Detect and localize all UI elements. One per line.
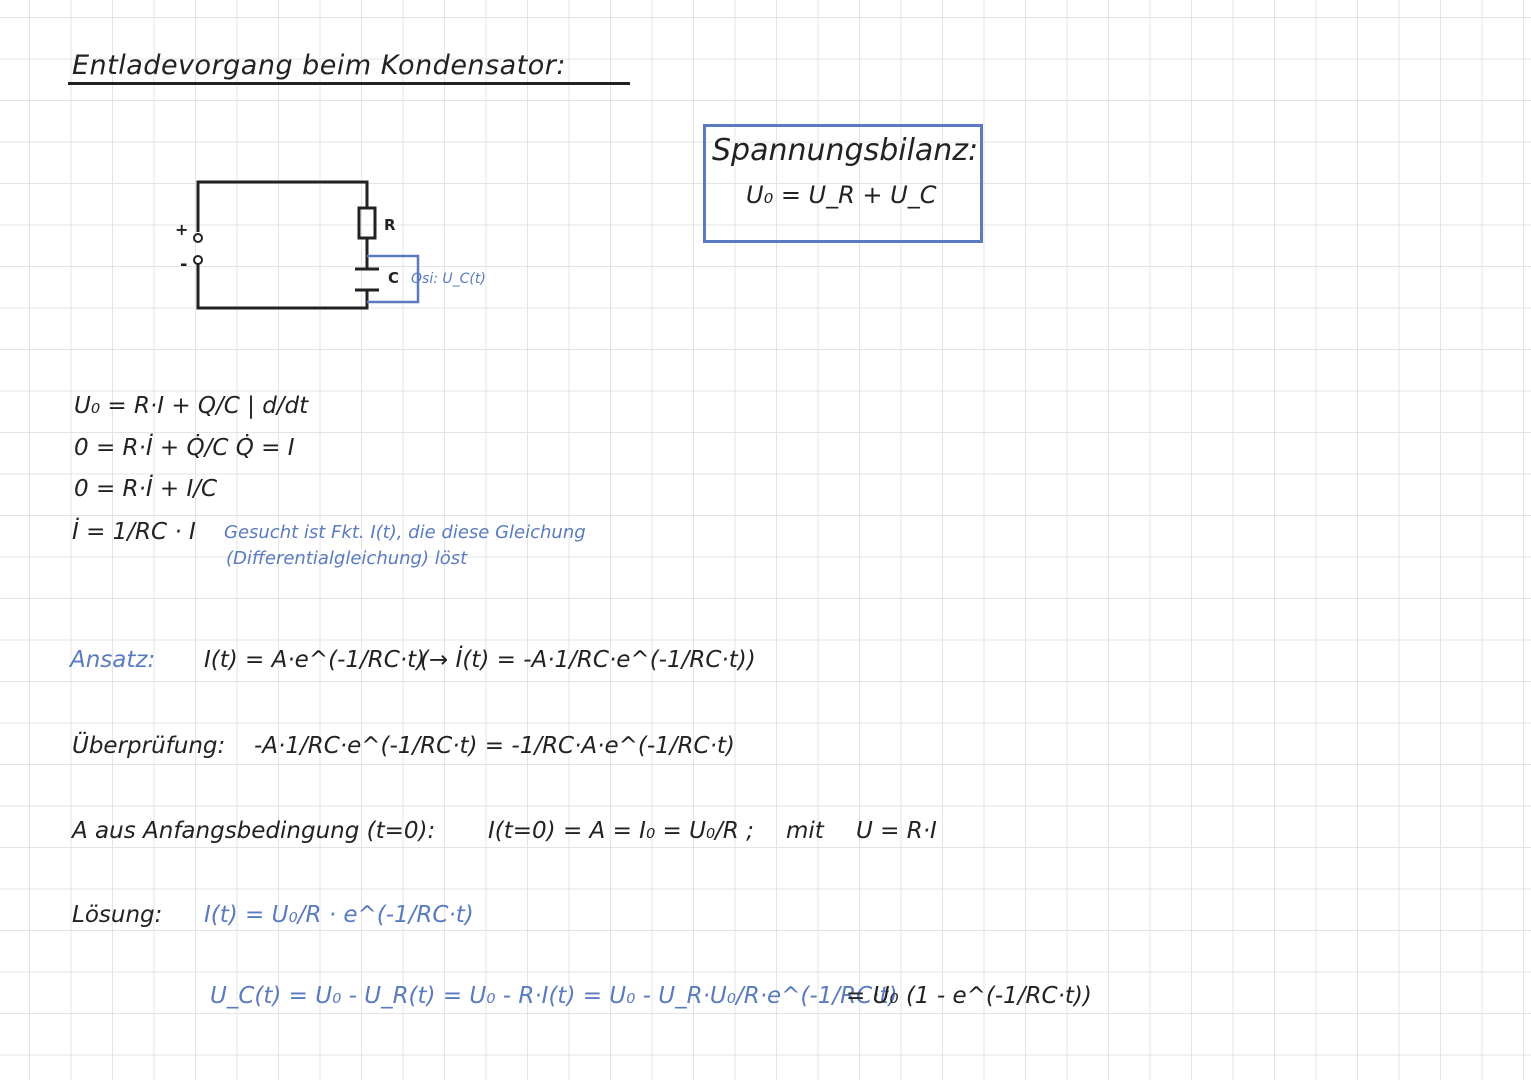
resistor-label: R [384, 216, 396, 234]
plus-label: + [175, 220, 189, 239]
check-equation: -A·1/RC·e^(-1/RC·t) = -1/RC·A·e^(-1/RC·t) [254, 733, 735, 759]
voltage-balance-equation: U₀ = U_R + U_C [746, 181, 937, 209]
minus-terminal [194, 256, 202, 264]
derivation-line-4: İ = 1/RC · I [72, 519, 196, 545]
initial-condition-text: A aus Anfangsbedingung (t=0): [72, 818, 436, 844]
ansatz-derivative: (→ İ(t) = -A·1/RC·e^(-1/RC·t)) [420, 647, 756, 673]
plus-terminal [194, 234, 202, 242]
minus-label: - [180, 254, 188, 275]
derivation-note-line-2: (Differentialgleichung) löst [226, 548, 468, 569]
final-result: = U₀ (1 - e^(-1/RC·t)) [846, 983, 1092, 1009]
oscilloscope-label: Osi: U_C(t) [411, 271, 486, 287]
circuit-top-wire [198, 182, 367, 232]
derivation-line-2: 0 = R·İ + Q̇/C Q̇ = I [74, 435, 295, 461]
page-title: Entladevorgang beim Kondensator: [72, 50, 566, 81]
capacitor-label: C [388, 269, 400, 287]
initial-condition-with: mit [786, 818, 824, 844]
derivation-line-3: 0 = R·İ + I/C [74, 476, 218, 502]
solution-equation: I(t) = U₀/R · e^(-1/RC·t) [204, 902, 474, 928]
final-equation: U_C(t) = U₀ - U_R(t) = U₀ - R·I(t) = U₀ - U_R·U₀/R·e^(-1/RC·t) [210, 983, 898, 1009]
check-label: Überprüfung: [72, 733, 226, 759]
solution-label: Lösung: [72, 902, 163, 928]
circuit-bottom-wire [198, 262, 367, 308]
ansatz-equation: I(t) = A·e^(-1/RC·t) [204, 647, 426, 673]
ohms-law: U = R·I [856, 818, 937, 844]
derivation-note-line-1: Gesucht ist Fkt. I(t), die diese Gleichung [224, 522, 586, 543]
resistor-symbol [359, 208, 375, 238]
voltage-balance-title: Spannungsbilanz: [712, 133, 979, 168]
derivation-line-1: U₀ = R·I + Q/C | d/dt [74, 393, 309, 419]
initial-condition-equation: I(t=0) = A = I₀ = U₀/R ; [488, 818, 754, 844]
ansatz-label: Ansatz: [70, 647, 156, 673]
